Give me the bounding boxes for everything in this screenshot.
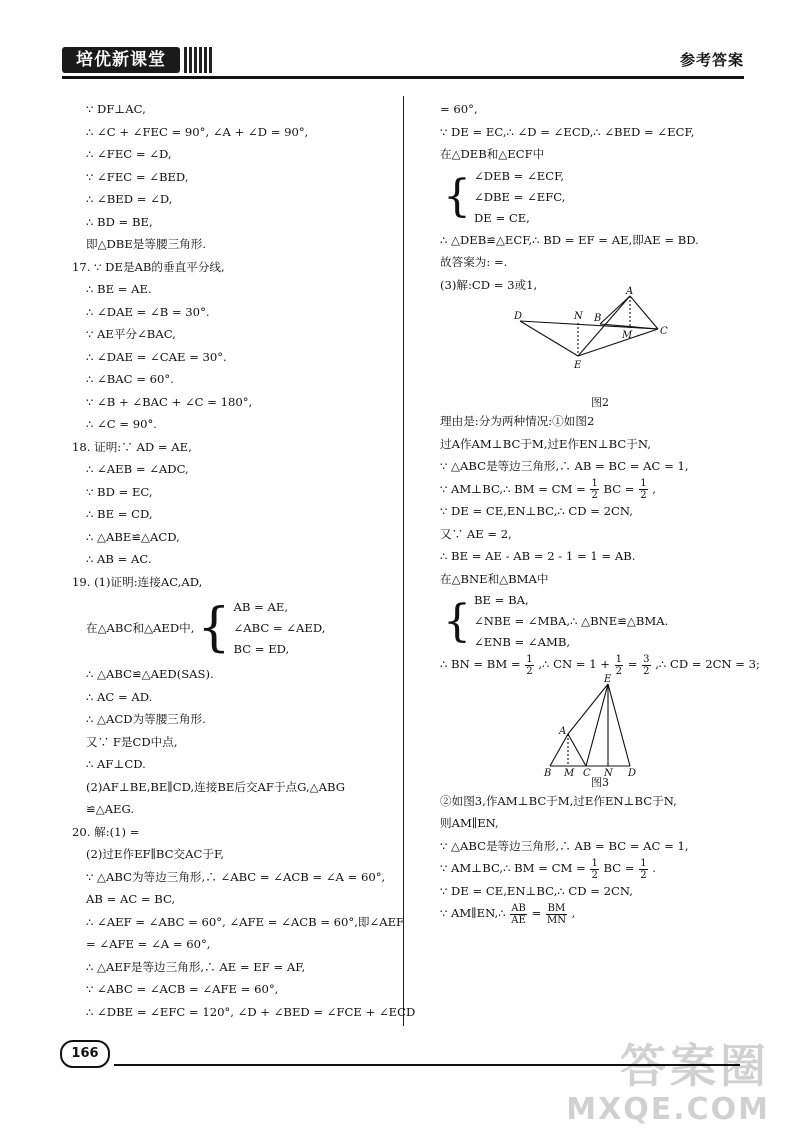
brand-logo: 培优新课堂	[62, 47, 180, 73]
text-line: ∴ △DEB≌△ECF,∴ BD = EF = AE,即AE = BD.	[440, 232, 699, 247]
text-line: ∴ △AEF是等边三角形,∴ AE = EF = AF,	[86, 959, 306, 974]
point-label: M	[564, 767, 575, 779]
point-label: B	[544, 767, 552, 779]
text-line: 又∵ AE = 2,	[440, 526, 512, 541]
text-line: = ∠AFE = ∠A = 60°,	[86, 937, 211, 951]
text-line: ∴ ∠DAE = ∠B = 30°.	[86, 304, 210, 319]
text-line: ∴ ∠AEF = ∠ABC = 60°, ∠AFE = ∠ACB = 60°,即∠AEF	[86, 914, 405, 929]
text-line: ∴ ∠C = 90°.	[86, 417, 157, 431]
text-line: ∵ ∠FEC = ∠BED,	[86, 169, 189, 184]
system-row: BE = BA,	[474, 593, 529, 607]
system-row: BC = ED,	[233, 641, 290, 656]
system-row: DE = CE,	[474, 210, 530, 225]
figure-3-diagram	[440, 673, 760, 779]
text-line: ∴ ∠BAC = 60°.	[86, 372, 174, 386]
point-label: E	[574, 360, 582, 371]
fraction: $\frac{1}{2}$	[591, 857, 598, 881]
system-row: ∠DEB = ∠ECF,	[474, 168, 565, 183]
text-line: ∴ AC = AD.	[86, 689, 153, 704]
text-line: ∵ △ABC是等边三角形,∴ AB = BC = AC = 1,	[440, 838, 689, 853]
left-brace-icon: {	[197, 598, 231, 658]
figure-2-caption: 图2	[591, 396, 609, 409]
figure-2	[440, 286, 760, 410]
text-line: ∴ AF⊥CD.	[86, 757, 146, 771]
system-row: ∠DBE = ∠EFC,	[474, 189, 566, 204]
text-line: ∴ ∠C + ∠FEC = 90°, ∠A + ∠D = 90°,	[86, 124, 309, 139]
point-label: C	[660, 326, 668, 337]
point-label: D	[628, 767, 637, 779]
text-line: 过A作AM⊥BC于M,过E作EN⊥BC于N,	[440, 436, 651, 451]
fraction: $\frac{1}{2}$	[526, 653, 533, 677]
text-line: ∴ ∠BED = ∠D,	[86, 192, 173, 206]
text-line: ∴ ∠FEC = ∠D,	[86, 147, 172, 161]
figure-2-diagram	[440, 286, 760, 394]
text-line: ∴ BE = CD,	[86, 507, 153, 521]
text-line: ∵ △ABC为等边三角形,∴ ∠ABC = ∠ACB = ∠A = 60°,	[86, 869, 386, 884]
text-line: ∵ △ABC是等边三角形,∴ AB = BC = AC = 1,	[440, 459, 689, 473]
text-line: (2)过E作EF∥BC交AC于F,	[86, 847, 224, 861]
header-rule	[62, 76, 744, 79]
fraction-line: ∵ AM∥EN,∴ $\frac{AB}{AE}$ = $\frac{BM}{MN}$ ,	[440, 902, 576, 926]
problem-18-heading: 18. 证明:∵ AD = AE,	[72, 439, 192, 454]
fraction: $\frac{1}{2}$	[591, 478, 598, 501]
point-label: B	[594, 313, 602, 324]
text-line: 理由是:分为两种情况:①如图2	[440, 414, 595, 428]
fraction-line: ∵ AM⊥BC,∴ BM = CM = $\frac{1}{2}$ BC = $\frac{1}{2}$ ,	[440, 478, 656, 501]
problem-17-heading: 17. ∵ DE是AB的垂直平分线,	[72, 259, 225, 274]
point-label: N	[574, 311, 583, 322]
text-line: ∵ DE = EC,∴ ∠D = ∠ECD,∴ ∠BED = ∠ECF,	[440, 124, 695, 139]
watermark-url: MXQE.COM	[566, 1092, 770, 1127]
left-brace-icon: {	[443, 171, 471, 222]
watermark	[420, 1030, 780, 1130]
text-line: = 60°,	[440, 102, 478, 116]
text-line: ∴ AB = AC.	[86, 552, 152, 566]
section-title: 参考答案	[679, 51, 744, 69]
text-line: ∴ ∠DAE = ∠CAE = 30°.	[86, 349, 227, 364]
left-column	[72, 98, 416, 1023]
text-line: 又∵ F是CD中点,	[86, 734, 178, 749]
system-row: ∠NBE = ∠MBA,∴ △BNE≌△BMA.	[474, 614, 669, 628]
problem-20-heading: 20. 解:(1) =	[72, 824, 140, 839]
text-line: ∴ △ABC≌△AED(SAS).	[86, 667, 214, 681]
text-line: ∵ DE = CE,EN⊥BC,∴ CD = 2CN,	[440, 883, 633, 898]
point-label: D	[514, 311, 523, 322]
fraction: $\frac{1}{2}$	[640, 478, 647, 501]
text-line: ∵ AE平分∠BAC,	[86, 327, 176, 341]
point-label: N	[604, 767, 613, 779]
point-label: A	[626, 286, 634, 297]
text-line: ∴ BE = AE - AB = 2 - 1 = 1 = AB.	[440, 549, 636, 563]
fraction-line: ∵ AM⊥BC,∴ BM = CM = $\frac{1}{2}$ BC = $\frac{1}{2}$ .	[440, 857, 656, 881]
text-line: ∵ ∠ABC = ∠ACB = ∠AFE = 60°,	[86, 982, 279, 996]
text-line: ∴ BE = AE.	[86, 282, 152, 296]
fraction: $\frac{AB}{AE}$	[511, 902, 526, 926]
left-brace-icon: {	[443, 595, 471, 647]
point-label: A	[559, 725, 567, 737]
text-line: ②如图3,作AM⊥BC于M,过E作EN⊥BC于N,	[440, 793, 677, 808]
equation-system	[72, 593, 392, 663]
fraction-line: ∴ BN = BM = $\frac{1}{2}$ ,∴ CN = 1 + $\frac{1}{2}$ = $\frac{3}{2}$ ,∴ CD = 2CN = 3;	[440, 653, 760, 677]
fraction: $\frac{1}{2}$	[640, 857, 647, 881]
problem-19-heading: 19. (1)证明:连接AC,AD,	[72, 574, 203, 589]
text-line: ∴ BD = BE,	[86, 214, 153, 229]
page-header	[62, 43, 744, 75]
text-line: 故答案为: =.	[440, 255, 508, 269]
text-line: 在△DEB和△ECF中	[440, 147, 545, 161]
text-line: ∴ ∠DBE = ∠EFC = 120°, ∠D + ∠BED = ∠FCE + ∠ECD	[86, 1004, 416, 1019]
system-row: ∠ABC = ∠AED,	[233, 620, 326, 635]
equation-system	[440, 166, 760, 229]
text-line: ∵ ∠B + ∠BAC + ∠C = 180°,	[86, 394, 253, 409]
point-label: M	[622, 330, 633, 341]
figure-3-caption: 图3	[591, 775, 609, 789]
text-line: (3)解:CD = 3或1,	[440, 277, 538, 292]
fraction: $\frac{BM}{MN}$	[546, 902, 566, 926]
right-column	[440, 98, 760, 925]
text-line: ∵ DE = CE,EN⊥BC,∴ CD = 2CN,	[440, 504, 633, 518]
text-line: (2)AF⊥BE,BE∥CD,连接BE后交AF于点G,△ABG	[86, 779, 345, 794]
point-label: E	[604, 673, 612, 685]
fraction: $\frac{1}{2}$	[615, 653, 623, 677]
text-line: AB = AC = BC,	[86, 892, 176, 906]
point-label: C	[583, 767, 591, 779]
text-line: 则AM∥EN,	[440, 816, 499, 830]
equation-system	[440, 590, 760, 653]
system-row: ∠ENB = ∠AMB,	[474, 635, 571, 649]
text-line: 在△BNE和△BMA中	[440, 571, 549, 586]
watermark-logo-text: 答案圈	[620, 1039, 770, 1093]
page-number: 166	[60, 1040, 110, 1068]
text-line: ∵ BD = EC,	[86, 484, 153, 499]
text-line: 即△DBE是等腰三角形.	[86, 237, 207, 251]
system-row: AB = AE,	[233, 599, 289, 614]
text-line: ∴ △ABE≌△ACD,	[86, 529, 180, 544]
brand-stripes-decoration	[184, 47, 212, 73]
figure-3	[440, 673, 760, 790]
text-line: ∵ DF⊥AC,	[86, 102, 146, 116]
fraction: $\frac{3}{2}$	[643, 653, 650, 677]
text-line: ∴ ∠AEB = ∠ADC,	[86, 462, 189, 476]
text-line: ∴ △ACD为等腰三角形.	[86, 712, 206, 726]
system-lead: 在△ABC和△AED中,	[86, 621, 195, 635]
text-line: ≌△AEG.	[86, 802, 134, 816]
column-divider	[403, 96, 404, 1026]
